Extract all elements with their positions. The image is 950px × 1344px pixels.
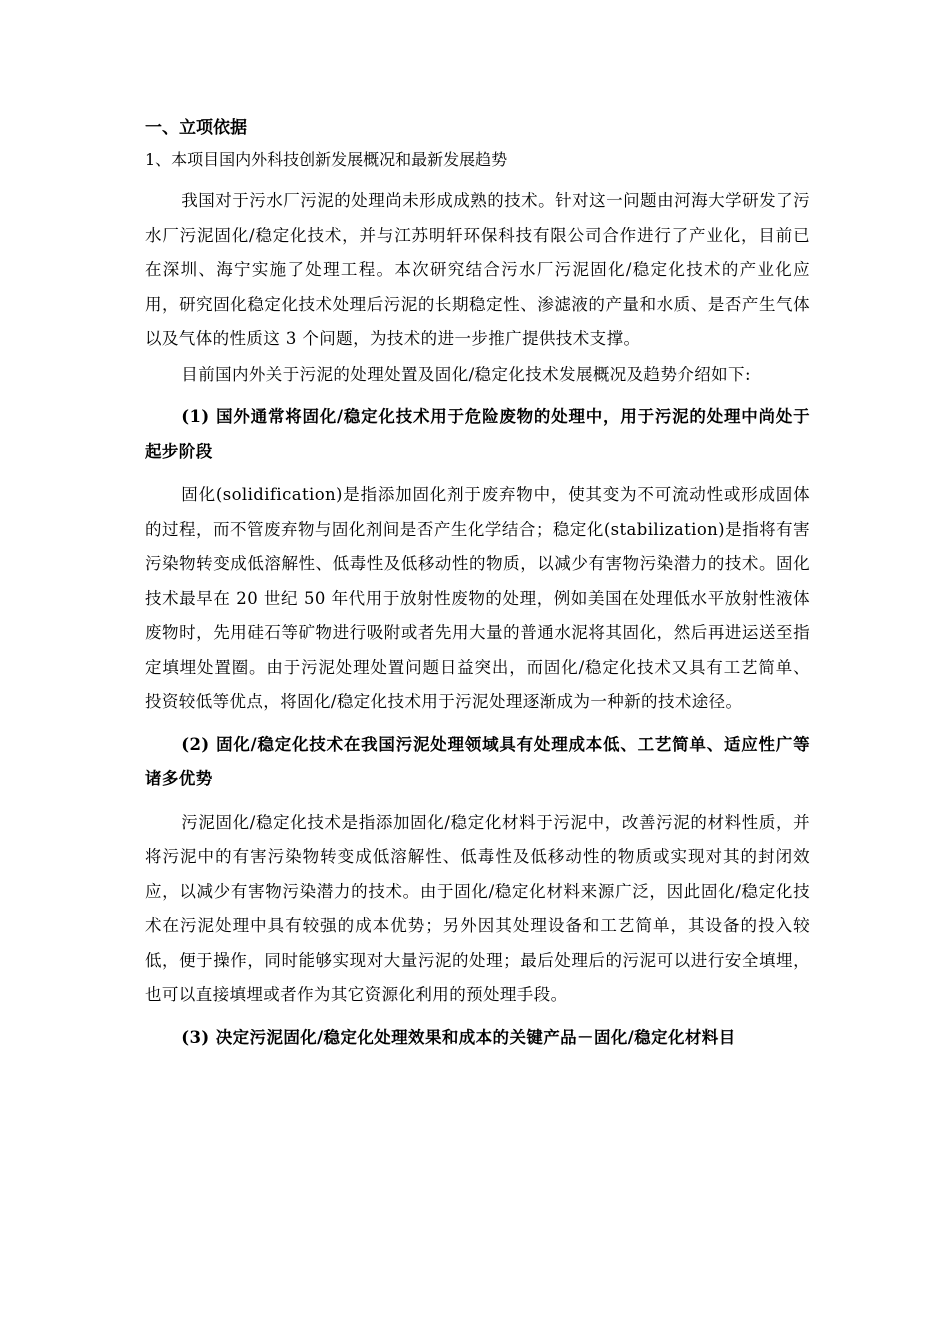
heading-point-1: (1) 国外通常将固化/稳定化技术用于危险废物的处理中，用于污泥的处理中尚处于起步阶段 xyxy=(145,407,810,461)
section-title: 一、立项依据 xyxy=(145,118,247,138)
paragraph-domestic-advantages: 污泥固化/稳定化技术是指添加固化/稳定化材料于污泥中，改善污泥的材料性质，并将污泥中的有害污染物转变成低溶解性、低毒性及低移动性的物质或实现对其的封闭效应，以减少有害物污染潜力的技术。由于固化/稳定化材料来源广泛，因此固化/稳定化技术在污泥处理中具有较强的成本优势；另外因其处理设备和工艺简单，其设备的投入较低，便于操作，同时能够实现对大量污泥的处理；最后处理后的污泥可以进行安全填埋，也可以直接填埋或者作为其它资源化利用的预处理手段。 xyxy=(145,812,810,1004)
document-body xyxy=(145,112,810,1064)
subsection-title: 1、本项目国内外科技创新发展概况和最新发展趋势 xyxy=(145,150,508,169)
paragraph-overview-intro: 目前国内外关于污泥的处理处置及固化/稳定化技术发展概况及趋势介绍如下: xyxy=(181,364,751,384)
heading-point-3: (3) 决定污泥固化/稳定化处理效果和成本的关键产品－固化/稳定化材料目 xyxy=(181,1027,736,1047)
paragraph-solidification-definition: 固化(solidification)是指添加固化剂于废弃物中，使其变为不可流动性或形成固体的过程，而不管废弃物与固化剂间是否产生化学结合；稳定化(stabilization)是指将有害污染物转变成低溶解性、低毒性及低移动性的物质，以减少有害物污染潜力的技术。固化技术最早在 20 世纪 50 年代用于放射性废物的处理，例如美国在处理低水平放射性液体废物时，先用硅石等矿物进行吸附或者先用大量的普通水泥将其固化，然后再进运送至指定填埋处置圈。由于污泥处理处置问题日益突出，而固化/稳定化技术又具有工艺简单、投资较低等优点，将固化/稳定化技术用于污泥处理逐渐成为一种新的技术途径。 xyxy=(145,485,810,711)
paragraph-background: 我国对于污水厂污泥的处理尚未形成成熟的技术。针对这一问题由河海大学研发了污水厂污泥固化/稳定化技术，并与江苏明轩环保科技有限公司合作进行了产业化，目前已在深圳、海宁实施了处理工程。本次研究结合污水厂污泥固化/稳定化技术的产业化应用，研究固化稳定化技术处理后污泥的长期稳定性、渗滤液的产量和水质、是否产生气体以及气体的性质这 3 个问题，为技术的进一步推广提供技术支撑。 xyxy=(145,191,810,348)
heading-point-2: (2) 固化/稳定化技术在我国污泥处理领域具有处理成本低、工艺简单、适应性广等诸多优势 xyxy=(145,734,810,788)
